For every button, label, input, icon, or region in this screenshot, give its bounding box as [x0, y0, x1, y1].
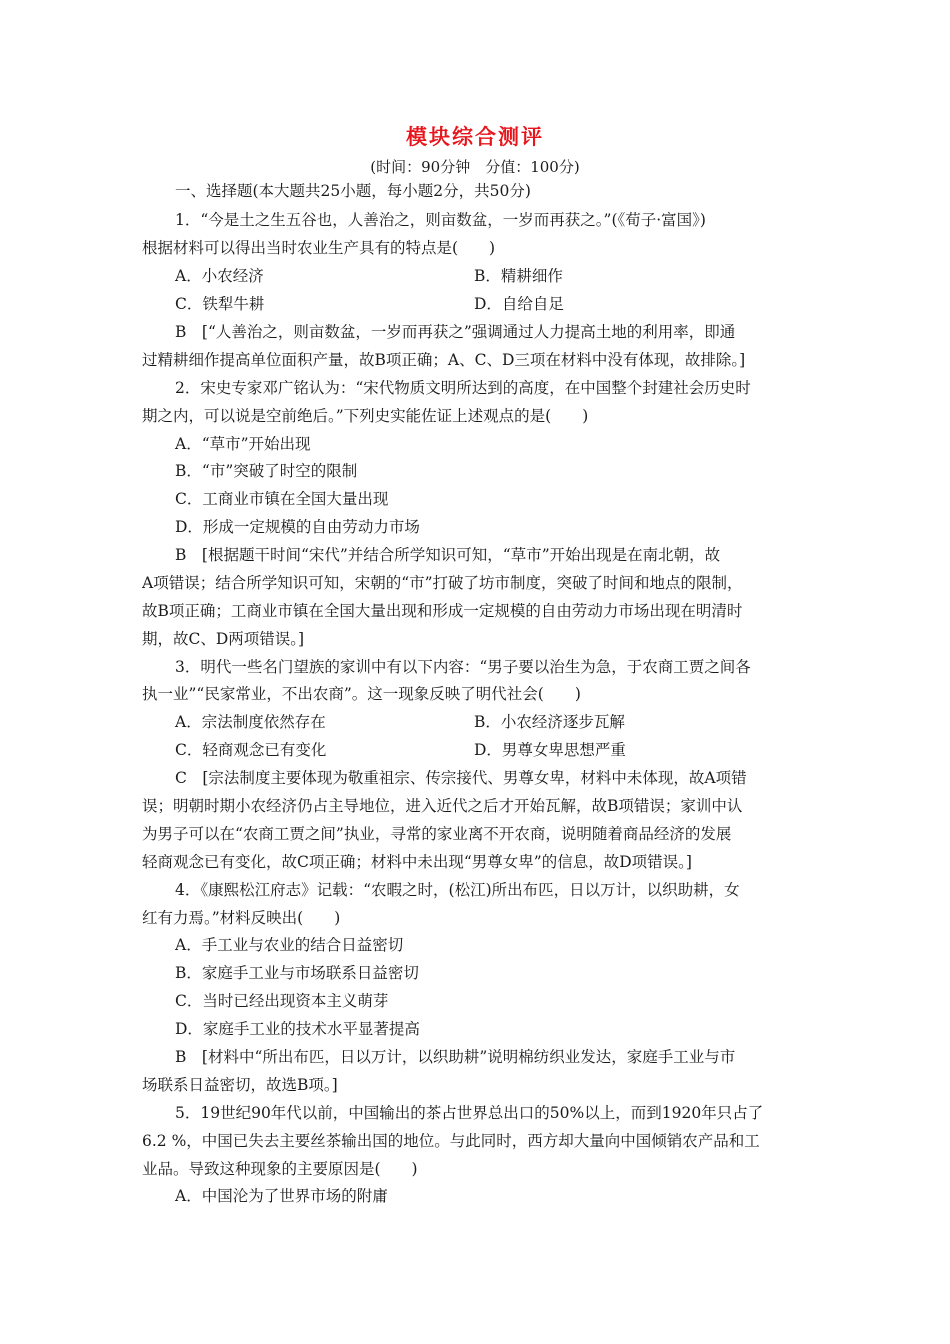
- q4-answer-line1: B [材料中“所出布匹，日以万计，以织助耕”说明棉纺织业发达，家庭手工业与市: [175, 1048, 736, 1066]
- q4-answer-line2: 场联系日益密切，故选B项。]: [142, 1076, 338, 1094]
- q1-option-c: C．铁犁牛耕: [175, 295, 265, 313]
- q3-stem-line2: 执一业”“民家常业，不出农商”。这一现象反映了明代社会( ): [142, 685, 581, 703]
- q3-answer-line3: 为男子可以在“农商工贾之间”执业，寻常的家业离不开农商，说明随着商品经济的发展: [142, 825, 732, 843]
- q3-option-d: D．男尊女卑思想严重: [474, 741, 626, 759]
- q1-option-a: A．小农经济: [175, 267, 264, 285]
- q2-answer-line4: 期，故C、D两项错误。]: [142, 630, 305, 648]
- q2-option-d: D．形成一定规模的自由劳动力市场: [175, 518, 420, 536]
- q3-stem-line1: 3．明代一些名门望族的家训中有以下内容：“男子要以治生为急，于农商工贾之间各: [175, 658, 751, 676]
- q2-answer-line1: B [根据题干时间“宋代”并结合所学知识可知，“草市”开始出现是在南北朝，故: [175, 546, 721, 564]
- q2-option-c: C．工商业市镇在全国大量出现: [175, 490, 389, 508]
- q1-answer-line2: 过精耕细作提高单位面积产量，故B项正确；A、C、D三项在材料中没有体现，故排除。]: [142, 351, 746, 369]
- q5-stem-line3: 业品。导致这种现象的主要原因是( ): [142, 1160, 418, 1178]
- q2-answer-line3: 故B项正确；工商业市镇在全国大量出现和形成一定规模的自由劳动力市场出现在明清时: [142, 602, 743, 620]
- section-heading: 一、选择题(本大题共25小题，每小题2分，共50分): [175, 182, 531, 200]
- q1-answer-line1: B [“人善治之，则亩数盆，一岁而再获之”强调通过人力提高土地的利用率，即通: [175, 323, 736, 341]
- q3-answer-line2: 误；明朝时期小农经济仍占主导地位，进入近代之后才开始瓦解，故B项错误；家训中认: [142, 797, 743, 815]
- q3-option-a: A．宗法制度依然存在: [175, 713, 326, 731]
- q5-stem-line1: 5．19世纪90年代以前，中国输出的茶占世界总出口的50%以上，而到1920年只占了: [175, 1104, 764, 1122]
- q1-option-d: D．自给自足: [474, 295, 564, 313]
- q3-option-c: C．轻商观念已有变化: [175, 741, 327, 759]
- q5-stem-line2: 6.2 %，中国已失去主要丝茶输出国的地位。与此同时，西方却大量向中国倾销农产品和工: [142, 1132, 760, 1150]
- q3-answer-line4: 轻商观念已有变化，故C项正确；材料中未出现“男尊女卑”的信息，故D项错误。]: [142, 853, 692, 871]
- q1-stem-line1: 1．“今是土之生五谷也，人善治之，则亩数盆，一岁而再获之。”(《荀子·富国》): [175, 211, 706, 229]
- q1-stem-line2: 根据材料可以得出当时农业生产具有的特点是( ): [142, 239, 496, 257]
- q4-option-d: D．家庭手工业的技术水平显著提高: [175, 1020, 420, 1038]
- q3-option-b: B．小农经济逐步瓦解: [474, 713, 625, 731]
- q4-option-c: C．当时已经出现资本主义萌芽: [175, 992, 389, 1010]
- q2-stem-line1: 2．宋史专家邓广铭认为：“宋代物质文明所达到的高度，在中国整个封建社会历史时: [175, 379, 751, 397]
- q3-answer-line1: C [宗法制度主要体现为敬重祖宗、传宗接代、男尊女卑，材料中未体现，故A项错: [175, 769, 747, 787]
- q4-option-a: A．手工业与农业的结合日益密切: [175, 936, 404, 954]
- q2-answer-line2: A项错误；结合所学知识可知，宋朝的“市”打破了坊市制度，突破了时间和地点的限制，: [142, 574, 743, 592]
- q5-option-a: A．中国沦为了世界市场的附庸: [175, 1187, 388, 1205]
- q4-stem-line2: 红有力焉。”材料反映出( ): [142, 909, 341, 927]
- q2-stem-line2: 期之内，可以说是空前绝后。”下列史实能佐证上述观点的是( ): [142, 407, 589, 425]
- q4-option-b: B．家庭手工业与市场联系日益密切: [175, 964, 419, 982]
- q2-option-b: B．“市”突破了时空的限制: [175, 462, 358, 480]
- q1-option-b: B．精耕细作: [474, 267, 563, 285]
- exam-info: (时间：90分钟 分值：100分): [370, 158, 580, 176]
- page-title: 模块综合测评: [406, 125, 544, 149]
- q2-option-a: A．“草市”开始出现: [175, 435, 311, 453]
- q4-stem-line1: 4．《康熙松江府志》记载：“农暇之时，(松江)所出布匹，日以万计，以织助耕，女: [175, 881, 740, 899]
